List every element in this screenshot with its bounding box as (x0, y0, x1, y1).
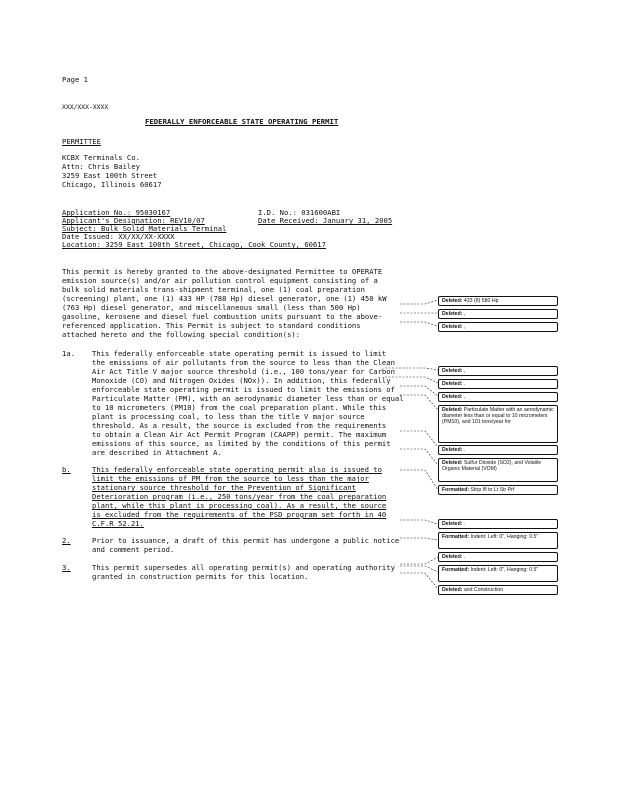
intro-line: (screening) plant, one (1) 433 HP (788 Hp) diesel generator, one (1) 450 kW (62, 294, 387, 303)
comment-kind: Deleted: (442, 407, 463, 413)
leader-line (400, 386, 438, 396)
comment-text: and Construction (462, 587, 504, 593)
condition-line: limit the emissions of PM from the source to less than the major (92, 474, 369, 483)
date-issued: Date Issued: XX/XX/XX-XXXX (62, 232, 175, 241)
page-label: Page 1 (62, 75, 88, 84)
leader-line (385, 377, 438, 383)
leader-line (385, 368, 438, 370)
comment-kind: Deleted: (442, 460, 463, 466)
intro-line: emission source(s) and/or air pollution control equipment consisting of a (62, 276, 378, 285)
comment-text: Strip Ifl to Lt Str Prf (469, 487, 515, 493)
comment-balloon[interactable] (438, 445, 558, 455)
comment-balloon[interactable] (438, 532, 558, 549)
comment-text: Particulate Matter with an aerodynamic diameter less than or equal to 10 micrometers (PM10), and 101 tons/year for (442, 407, 554, 426)
leader-line (400, 538, 438, 540)
permittee-line: 3259 East 100th Street (62, 171, 158, 180)
comment-kind: Deleted: (442, 521, 463, 527)
comment-balloon[interactable] (438, 565, 558, 582)
leader-line (400, 322, 438, 326)
leader-line (400, 470, 438, 490)
leader-line (400, 300, 438, 304)
condition-line: Deterioration program (i.e., 250 tons/year from the coal preparation (92, 492, 387, 501)
comment-balloon[interactable] (438, 322, 558, 332)
comment-balloon[interactable] (438, 379, 558, 389)
comment-text: Sulfur Dioxide (SO2), and Volatile Organic Material (VOM) (442, 460, 542, 473)
condition-line: the emissions of air pollutants from the source to less than the Clean (92, 358, 395, 367)
condition-line: plant, while this plant is processing coal). As a result, the source (92, 501, 387, 510)
date-received: Date Received: January 31, 2005 (258, 216, 393, 225)
condition-line: stationary source threshold for the Prevention of Significant (92, 483, 356, 492)
document-id: XXX/XXX-XXXX (62, 103, 109, 111)
permittee-heading: PERMITTEE (62, 137, 101, 146)
comment-kind: Deleted: (442, 311, 463, 317)
condition-line: granted in construction permits for this location. (92, 572, 309, 581)
comment-balloon[interactable] (438, 392, 558, 402)
comment-balloon[interactable] (438, 519, 558, 529)
intro-line: This permit is hereby granted to the above-designated Permittee to OPERATE (62, 267, 383, 276)
comment-balloon[interactable] (438, 485, 558, 495)
page-title: FEDERALLY ENFORCEABLE STATE OPERATING PERMIT (145, 117, 339, 126)
condition-line: C.F.R 52.21. (92, 519, 144, 528)
id-number: I.D. No.: 031600ABI (258, 208, 341, 217)
condition-label: 3. (62, 563, 71, 572)
comment-text: , (462, 394, 466, 400)
condition-line: threshold. As a result, the source is excluded from the requirements (92, 421, 387, 430)
leader-line (400, 431, 438, 447)
leader-line (400, 566, 438, 572)
condition-line: is excluded from the requirements of the PSD program set forth in 40 (92, 510, 387, 519)
comment-text: Indent: Left: 0", Hanging: 0.5" (469, 567, 539, 573)
condition-line: enforceable state operating permit is issued to limit the emissions of (92, 385, 395, 394)
leader-line (400, 395, 438, 410)
comment-text: . (462, 447, 466, 453)
condition-label: 2. (62, 536, 71, 545)
comment-kind: Formatted: (442, 487, 470, 493)
condition-line: This federally enforceable state operating permit is issued to limit (92, 349, 387, 358)
comment-kind: Deleted: (442, 394, 463, 400)
location: Location: 3259 East 100th Street, Chicago, Cook County, 60617 (62, 240, 326, 249)
comment-kind: Deleted: (442, 381, 463, 387)
applicant-designation: Applicant's Designation: REV10/07 (62, 216, 205, 225)
intro-line: referenced application. This Permit is subject to standard conditions (62, 321, 361, 330)
leader-line (400, 449, 438, 465)
permittee-line: Attn: Chris Bailey (62, 162, 140, 171)
subject: Subject: Bulk Solid Materials Terminal (62, 224, 227, 233)
intro-line: (763 Hp) diesel generator, and miscellaneous small (less than 500 Hp) (62, 303, 361, 312)
condition-line: and comment period. (92, 545, 175, 554)
leader-line (400, 573, 438, 589)
condition-label: 1a. (62, 349, 75, 358)
condition-line: Prior to issuance, a draft of this permit has undergone a public notice (92, 536, 400, 545)
condition-line: This federally enforceable state operating permit also is issued to (92, 465, 382, 474)
comment-balloon[interactable] (438, 585, 558, 595)
comment-text: , (462, 324, 466, 330)
intro-line: bulk solid materials trans-shipment terminal, one (1) coal preparation (62, 285, 365, 294)
comment-balloon[interactable] (438, 296, 558, 306)
application-number: Application No.: 95030167 (62, 208, 171, 217)
comment-kind: Deleted: (442, 324, 463, 330)
condition-line: This permit supersedes all operating permit(s) and operating authority (92, 563, 395, 572)
intro-line: attached hereto and the following special condition(s): (62, 330, 300, 339)
comment-balloon[interactable] (438, 366, 558, 376)
comment-balloon[interactable] (438, 405, 558, 443)
comment-text: , (462, 368, 466, 374)
permittee-line: KCBX Terminals Co. (62, 153, 140, 162)
comment-text: . (462, 554, 466, 560)
comment-balloon[interactable] (438, 458, 558, 482)
comment-kind: Formatted: (442, 567, 470, 573)
comment-text: . (462, 521, 466, 527)
comment-kind: Deleted: (442, 447, 463, 453)
comment-kind: Deleted: (442, 298, 463, 304)
comment-balloon[interactable] (438, 309, 558, 319)
condition-line: emissions of this source, as limited by the conditions of this permit (92, 439, 391, 448)
comment-text: . (462, 381, 466, 387)
condition-line: to 10 micrometers (PM10) from the coal preparation plant. While this (92, 403, 387, 412)
comment-kind: Formatted: (442, 534, 470, 540)
comment-text: Indent: Left: 0", Hanging: 0.5" (469, 534, 539, 540)
condition-line: Monoxide (CO) and Nitrogen Oxides (NOx)). In addition, this federally (92, 376, 391, 385)
leader-line (400, 520, 438, 524)
comment-kind: Deleted: (442, 368, 463, 374)
comment-balloon[interactable] (438, 552, 558, 562)
condition-line: Particulate Matter (PM), with an aerodynamic diameter less than or equal (92, 394, 404, 403)
comment-kind: Deleted: (442, 554, 463, 560)
condition-label: b. (62, 465, 71, 474)
leader-line (400, 557, 438, 564)
comment-text: 433 (8) 580 Hp (462, 298, 499, 304)
condition-line: Air Act Title V major source threshold (i.e., 100 tons/year for Carbon (92, 367, 395, 376)
comment-kind: Deleted: (442, 587, 463, 593)
condition-line: to obtain a Clean Air Act Permit Program (CAAPP) permit. The maximum (92, 430, 387, 439)
intro-line: gasoline, kerosene and diesel fuel combustion units pursuant to the above- (62, 312, 383, 321)
condition-line: are described in Attachment A. (92, 448, 222, 457)
permittee-line: Chicago, Illinois 60617 (62, 180, 162, 189)
comment-text: , (462, 311, 466, 317)
condition-line: plant is processing coal, to less than the title V major source (92, 412, 365, 421)
